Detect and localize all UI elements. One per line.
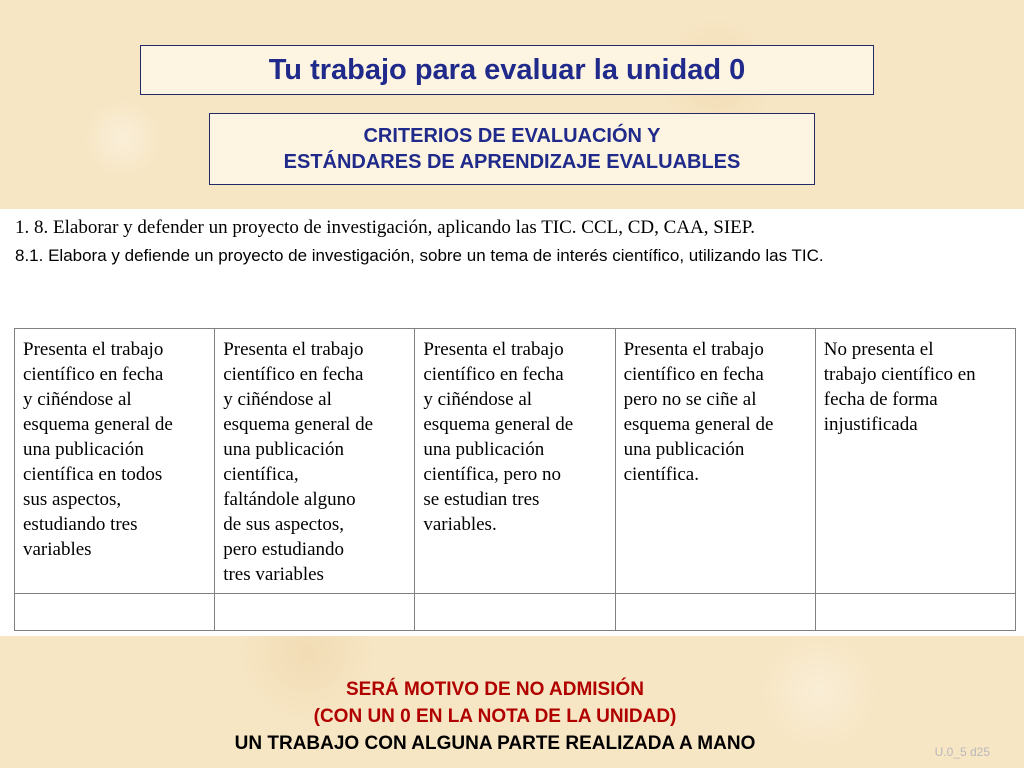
rubric-level-1: Presenta el trabajo científico en fecha y ciñéndose al esquema general de una publicación científica en todos sus aspectos, estudiando tres variables (15, 329, 215, 594)
rubric-score-cell (615, 594, 815, 631)
notice-line2: (CON UN 0 EN LA NOTA DE LA UNIDAD) (313, 706, 677, 727)
notice-line3: UN TRABAJO CON ALGUNA PARTE REALIZADA A MANO (234, 733, 756, 754)
admission-notice (0, 676, 990, 757)
slide-title: Tu trabajo para evaluar la unidad 0 (268, 53, 746, 86)
rubric-scores-row (15, 594, 1016, 631)
criteria-header-box (209, 113, 815, 185)
rubric-level-3: Presenta el trabajo científico en fecha y ciñéndose al esquema general de una publicación científica, pero no se estudian tres variables. (415, 329, 615, 594)
rubric-score-cell (815, 594, 1015, 631)
learning-standard: 8.1. Elabora y defiende un proyecto de investigación, sobre un tema de interés científico, utilizando las TIC. (15, 246, 824, 265)
evaluation-criterion: 1. 8. Elaborar y defender un proyecto de investigación, aplicando las TIC. CCL, CD, CAA, SIEP. (15, 217, 755, 238)
rubric-score-cell (15, 594, 215, 631)
notice-line1: SERÁ MOTIVO DE NO ADMISIÓN (345, 679, 645, 700)
embedded-document (0, 209, 1024, 636)
slide-number: U.0_5 d25 (934, 745, 990, 759)
slide-title-box (140, 45, 874, 95)
criteria-header-line2: ESTÁNDARES DE APRENDIZAJE EVALUABLES (283, 151, 741, 173)
rubric-score-cell (415, 594, 615, 631)
rubric-table (14, 328, 1016, 631)
rubric-level-2: Presenta el trabajo científico en fecha y ciñéndose al esquema general de una publicación científica, faltándole alguno de sus aspectos, pero estudiando tres variables (215, 329, 415, 594)
criteria-header-line1: CRITERIOS DE EVALUACIÓN Y (363, 125, 661, 147)
rubric-level-4: Presenta el trabajo científico en fecha pero no se ciñe al esquema general de una publicación científica. (615, 329, 815, 594)
rubric-levels-row (15, 329, 1016, 594)
rubric-score-cell (215, 594, 415, 631)
rubric-level-5: No presenta el trabajo científico en fecha de forma injustificada (815, 329, 1015, 594)
